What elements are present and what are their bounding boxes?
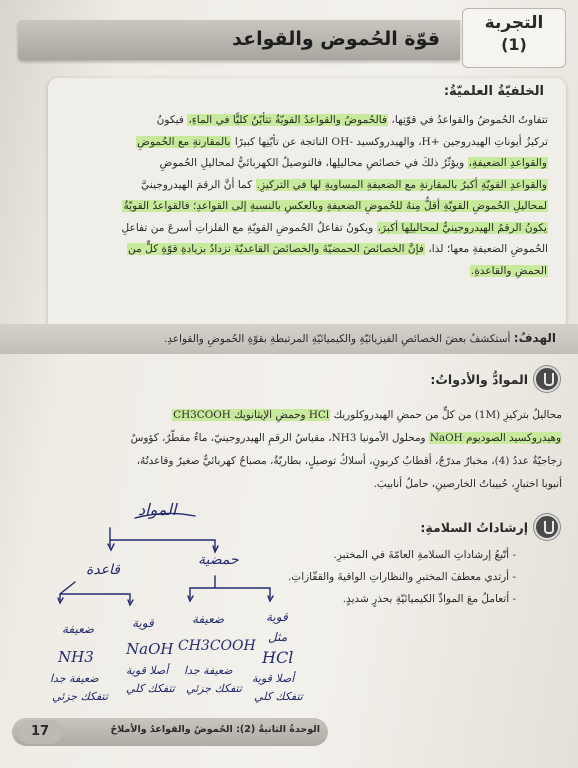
background-line xyxy=(60,175,548,197)
background-highlight: فالحُموضُ والقواعدُ القويّةُ تتأيّنُ كليًّا في الماءِ، xyxy=(188,114,388,126)
background-line xyxy=(60,261,548,283)
goal xyxy=(56,331,556,345)
safety-item: - أتعاملُ معَ الموادِّ الكيميائيّةِ بحذرٍ شديدٍ. xyxy=(342,593,516,605)
background-highlight: يكونُ الرقمُ الهيدروجينيُّ لمحاليلِها أكبرَ، xyxy=(377,221,547,234)
hw-right-branch: حمضية xyxy=(198,552,239,568)
materials-text: محاليلُ بتركيزِ (1M) من كلٍّ من حمضِ الهيدروكلوريك xyxy=(330,409,562,421)
background-highlight: فإنَّ الخصائصَ الحمضيّةَ والخصائصَ القاعديّةَ تزدادُ بزيادةِ قوّةِ كلٍّ من xyxy=(128,243,424,255)
hw-left-branch: قاعدة xyxy=(86,562,120,578)
background-text: الحُموضِ الضعيفةِ معها؛ لذا، xyxy=(424,243,548,255)
safety-item: - أتّبعُ إرشاداتِ السلامةِ العامّةَ في المختبرِ. xyxy=(333,549,516,561)
hw-nh3-note2: تتفكك جزئي xyxy=(52,690,108,703)
background-line xyxy=(60,218,548,240)
hw-nh3-note1: ضعيفة جدا xyxy=(50,672,99,685)
hw-naoh-note1: أصلا قوية xyxy=(126,664,169,677)
background-highlight: الحمضِ والقاعدةِ. xyxy=(470,264,547,277)
background-line xyxy=(60,239,548,261)
materials-text xyxy=(42,404,562,496)
background-text xyxy=(60,110,548,282)
goal-label: الهدفُ: xyxy=(513,331,556,345)
goal-text: أستكشفُ بعضَ الخصائصِ الفيزيائيّةِ والكيميائيّةِ المرتبطةِ بقوّةِ الحُموضِ والقواعدِ. xyxy=(163,333,511,345)
safety-goggles-icon xyxy=(534,514,560,540)
materials-line xyxy=(42,450,562,473)
materials-highlight: HCl وحمضِ الإيثانويك CH3COOH xyxy=(173,409,330,421)
background-card xyxy=(48,78,566,336)
hw-ch3cooh-note2: تتفكك جزئي xyxy=(186,682,242,695)
materials-text: أنبوبا اختبارٍ، حُبيباتُ الخارصينِ، حاملُ أنابيبَ. xyxy=(373,478,562,490)
background-text: تركيزُ أيوناتِ الهيدروجين +H، والهيدروكسيد -OH الناتجة عن تأيّنِها كبيرًا xyxy=(231,135,548,148)
hw-left-weak: ضعيفة xyxy=(62,622,95,636)
hw-right-weak: ضعيفة xyxy=(192,612,225,626)
hw-hcl-prefix: مثل xyxy=(268,630,288,644)
materials-line xyxy=(42,404,562,427)
unit-title: الوحدةُ الثانيةُ (2): الحُموضُ والقواعدُ والأملاحُ xyxy=(110,724,320,735)
hw-naoh-note2: تتفكك كلي xyxy=(126,682,175,695)
background-highlight: والقواعدِ الضعيفةِ، xyxy=(468,157,547,169)
background-highlight: لمحاليلِ الحُموضِ القويّةِ أقلُّ مِنهُ للحُموضِ الضعيفةِ وبالعكسِ بالنسبةِ إلى القواعدِ؛ فالقواعدُ القويّةُ xyxy=(123,200,547,212)
background-highlight: بالمقارنةِ مع الحُموضِ xyxy=(137,135,231,148)
hw-ch3cooh: CH3COOH xyxy=(178,638,256,654)
hw-right-strong: قوية xyxy=(266,610,288,624)
page-title: قوّة الحُموض والقواعد xyxy=(232,28,440,50)
flask-icon xyxy=(534,366,560,392)
background-text: فيكونُ xyxy=(156,114,188,126)
hw-ch3cooh-note1: ضعيفة جدا xyxy=(184,664,233,677)
materials-highlight: وهيدروكسيد الصوديوم NaOH xyxy=(429,432,561,444)
background-line xyxy=(60,132,548,154)
hw-naoh: NaOH xyxy=(126,640,174,658)
experiment-label: التجربة xyxy=(484,13,544,33)
background-line xyxy=(60,153,548,175)
background-heading: الخلفيّةُ العلميّةُ: xyxy=(443,84,544,99)
materials-line xyxy=(42,427,562,450)
page-number: 17 xyxy=(18,720,62,744)
hw-nh3: NH3 xyxy=(58,648,94,666)
safety-heading: إرشاداتُ السلامةِ: xyxy=(420,520,528,535)
background-text: ويكونُ تفاعلُ الحُموضِ القويّةِ مع الفلزاتِ أسرعَ من تفاعلِ xyxy=(121,221,377,234)
materials-heading: الموادُّ والأدواتُ: xyxy=(430,372,528,387)
background-text: ويؤثّرُ ذلكَ في خصائصِ محاليلِها، فالتوصيلُ الكهربائيُّ لمحاليلِ الحُموضِ xyxy=(159,157,468,169)
background-line xyxy=(60,110,548,132)
background-text: تتفاوتُ الحُموضُ والقواعدُ في قوّتِها، xyxy=(388,114,548,126)
hw-left-strong: قوية xyxy=(132,616,154,630)
hw-hcl-note1: أصلا قوية xyxy=(252,672,295,685)
background-line xyxy=(60,196,548,218)
materials-text: زجاجيّةٌ عددُ (4)، مخبارٌ مدرّجٌ، أقطابُ كربونٍ، أسلاكُ توصيلٍ، بطاريّةٌ، مصباحٌ كهربائيٌّ صغيرٌ وقاعدتُهُ، xyxy=(136,455,562,467)
experiment-badge xyxy=(462,8,566,68)
hw-hcl-note2: تتفكك كلي xyxy=(254,690,303,703)
hw-root: المواد xyxy=(138,500,177,519)
materials-text: ومحلول الأمونيا NH3، مقياسُ الرقمِ الهيدروجينيّ، ماءٌ مقطّرٌ، كؤوسٌ xyxy=(130,432,429,444)
experiment-number: (1) xyxy=(501,35,527,54)
hw-hcl: HCl xyxy=(262,648,294,667)
background-highlight: والقواعدِ القويّةِ أكبرُ بالمقارنةِ مع الضعيفةِ المساويةِ لها في التركيزِ. xyxy=(256,178,547,191)
background-text: كما أنَّ الرقمَ الهيدروجينيَّ xyxy=(141,178,256,191)
safety-item: - أرتدي معطفَ المختبرِ والنظاراتِ الواقيةَ والقفّازاتِ. xyxy=(287,571,516,583)
